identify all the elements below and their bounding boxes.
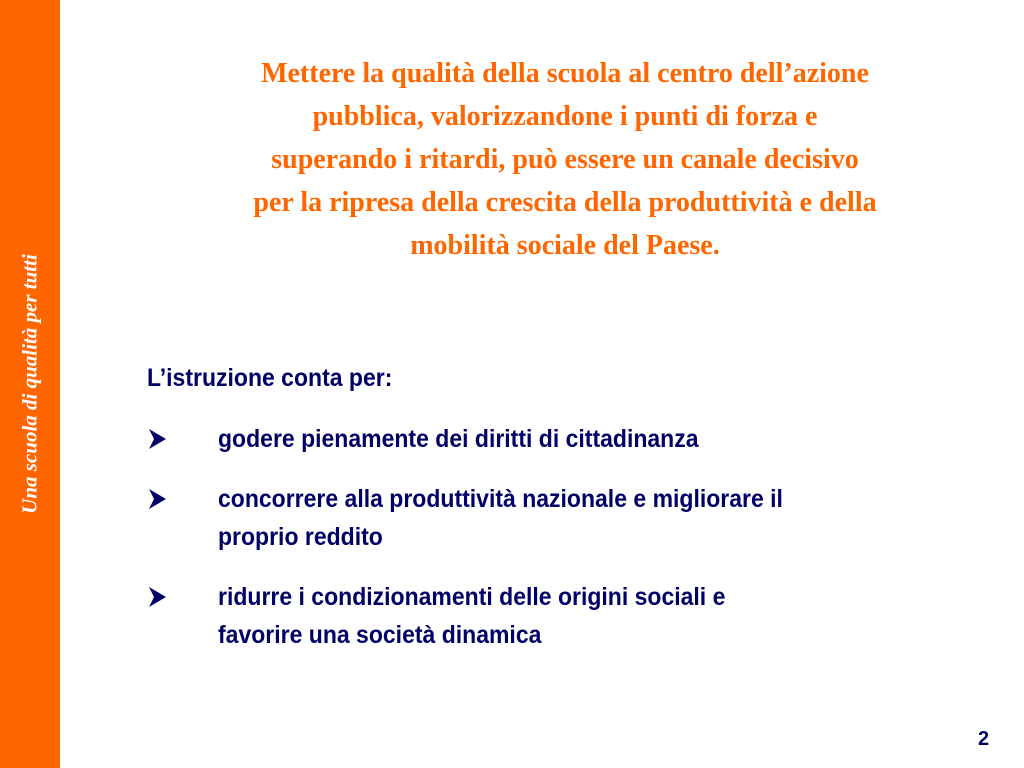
arrow-bullet-icon bbox=[147, 420, 171, 458]
list-item bbox=[147, 578, 987, 654]
sidebar-title: Una scuola di qualità per tutti bbox=[17, 254, 42, 514]
bullet-line: concorrere alla produttività nazionale e migliorare il bbox=[218, 485, 783, 513]
arrow-bullet-icon bbox=[147, 480, 171, 518]
bullet-line: godere pienamente dei diritti di cittadinanza bbox=[218, 425, 699, 453]
headline-line: per la ripresa della crescita della produttività e della bbox=[253, 187, 877, 218]
bullet-line: favorire una società dinamica bbox=[218, 621, 542, 649]
arrow-bullet-icon bbox=[147, 578, 171, 616]
bullet-line: proprio reddito bbox=[218, 523, 383, 551]
lead-text: L’istruzione conta per: bbox=[147, 364, 393, 392]
sidebar-band bbox=[0, 0, 60, 768]
content-block bbox=[147, 360, 987, 676]
headline-line: superando i ritardi, può essere un canale decisivo bbox=[271, 144, 859, 175]
list-item bbox=[147, 420, 987, 458]
headline-line: Mettere la qualità della scuola al centro dell’azione bbox=[261, 58, 869, 89]
headline-line: mobilità sociale del Paese. bbox=[410, 230, 720, 261]
list-item bbox=[147, 480, 987, 556]
headline bbox=[130, 52, 1000, 267]
bullet-line: ridurre i condizionamenti delle origini sociali e bbox=[218, 583, 726, 611]
headline-line: pubblica, valorizzandone i punti di forza e bbox=[312, 101, 818, 132]
page-number: 2 bbox=[978, 728, 990, 750]
bullet-list bbox=[147, 420, 987, 654]
